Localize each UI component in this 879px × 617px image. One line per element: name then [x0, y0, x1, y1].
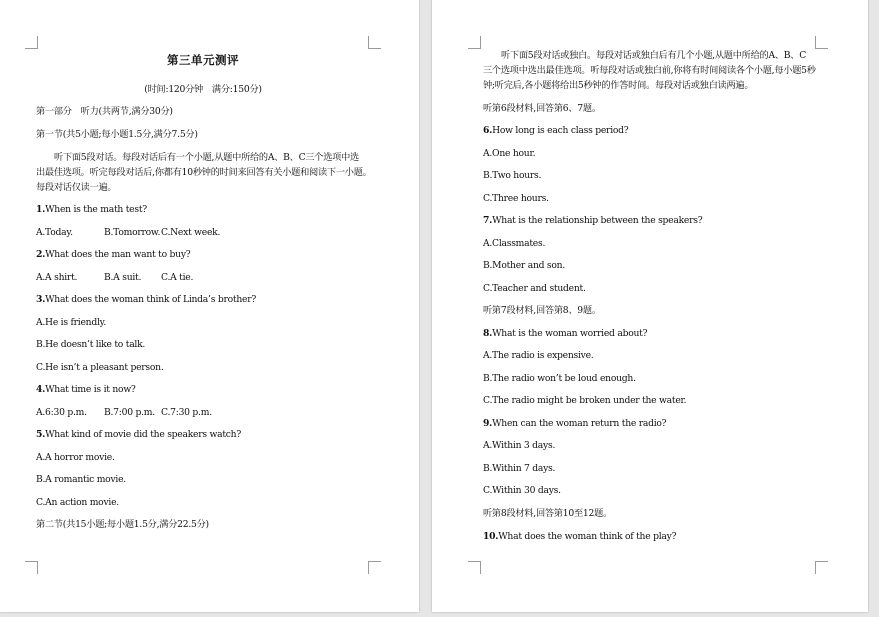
question-number: 8. [483, 328, 493, 339]
option-c: C.Three hours. [483, 193, 549, 204]
question-number: 2. [36, 249, 46, 260]
section-heading: 第一节(共5小题;每小题1.5分,满分7.5分) [36, 129, 198, 140]
option-b: B.Two hours. [483, 170, 542, 181]
question-text: What does the woman think of the play? [498, 531, 677, 542]
option-c: C.Teacher and student. [483, 283, 586, 294]
option-c: C.Next week. [161, 227, 221, 238]
option-c: C.7:30 p.m. [161, 407, 212, 418]
instruction-text: 三个选项中选出最佳选项。听每段对话或独白前,你将有时间阅读各个小题,每小题5秒 [483, 65, 816, 76]
question-text: What kind of movie did the speakers watch? [45, 429, 242, 440]
question-text: How long is each class period? [492, 125, 629, 136]
option-a: A.Classmates. [483, 238, 546, 249]
option-c: C.Within 30 days. [483, 485, 561, 496]
instruction-text: 钟;听完后,各小题将给出5秒钟的作答时间。每段对话或独白读两遍。 [483, 80, 754, 91]
question-9 [483, 418, 666, 430]
margin-corner-mark [815, 561, 828, 574]
question-number: 7. [483, 215, 493, 226]
question-8 [483, 328, 647, 340]
question-10 [483, 531, 676, 543]
listening-material-heading: 听第7段材料,回答第8、9题。 [483, 305, 601, 316]
instruction-text: 听下面5段对话或独白。每段对话或独白后有几个小题,从题中所给的A、B、C [501, 50, 806, 61]
instruction-text: 听下面5段对话。每段对话后有一个小题,从题中所给的A、B、C三个选项中选 [54, 152, 359, 163]
question-text: What does the man want to buy? [45, 249, 191, 260]
exam-time-info: (时间:120分钟 满分:150分) [144, 84, 262, 95]
question-1 [36, 204, 147, 216]
option-a: A.He is friendly. [36, 317, 107, 328]
question-text: What does the woman think of Linda’s brother? [45, 294, 257, 305]
option-b: B.The radio won’t be loud enough. [483, 373, 636, 384]
listening-material-heading: 听第8段材料,回答第10至12题。 [483, 508, 612, 519]
option-a: A.A horror movie. [36, 452, 115, 463]
option-a: A.Today. [36, 227, 73, 238]
option-a: A.A shirt. [36, 272, 78, 283]
document-page-1 [0, 0, 419, 612]
question-4 [36, 384, 136, 396]
instruction-text: 出最佳选项。听完每段对话后,你都有10秒钟的时间来回答有关小题和阅读下一小题。 [36, 167, 372, 178]
option-b: B.A romantic movie. [36, 474, 126, 485]
question-number: 10. [483, 531, 499, 542]
margin-corner-mark [25, 561, 38, 574]
question-number: 4. [36, 384, 46, 395]
option-b: B.Within 7 days. [483, 463, 556, 474]
question-number: 1. [36, 204, 46, 215]
question-number: 5. [36, 429, 46, 440]
option-b: B.7:00 p.m. [104, 407, 155, 418]
option-b: B.Tomorrow. [104, 227, 161, 238]
option-b: B.Mother and son. [483, 260, 565, 271]
question-7 [483, 215, 702, 227]
part-heading: 第一部分 听力(共两节,满分30分) [36, 106, 173, 117]
option-c: C.The radio might be broken under the water. [483, 395, 687, 406]
question-text: When is the math test? [45, 204, 147, 215]
option-c: C.An action movie. [36, 497, 119, 508]
margin-corner-mark [468, 36, 481, 49]
question-text: What is the woman worried about? [492, 328, 648, 339]
section-heading: 第二节(共15小题;每小题1.5分,满分22.5分) [36, 519, 209, 530]
option-a: A.One hour. [483, 148, 536, 159]
option-a: A.6:30 p.m. [36, 407, 87, 418]
question-number: 9. [483, 418, 493, 429]
margin-corner-mark [368, 561, 381, 574]
question-number: 3. [36, 294, 46, 305]
option-b: B.A suit. [104, 272, 142, 283]
question-number: 6. [483, 125, 493, 136]
option-c: C.He isn’t a pleasant person. [36, 362, 164, 373]
question-6 [483, 125, 628, 137]
question-5 [36, 429, 241, 441]
option-c: C.A tie. [161, 272, 194, 283]
instruction-text: 每段对话仅读一遍。 [36, 182, 117, 193]
margin-corner-mark [368, 36, 381, 49]
margin-corner-mark [815, 36, 828, 49]
document-page-2 [432, 0, 868, 612]
question-text: What is the relationship between the speakers? [492, 215, 703, 226]
question-2 [36, 249, 190, 261]
question-text: When can the woman return the radio? [492, 418, 667, 429]
option-b: B.He doesn’t like to talk. [36, 339, 146, 350]
option-a: A.The radio is expensive. [483, 350, 594, 361]
question-text: What time is it now? [45, 384, 136, 395]
margin-corner-mark [25, 36, 38, 49]
page-title: 第三单元测评 [167, 53, 239, 67]
question-3 [36, 294, 256, 306]
margin-corner-mark [468, 561, 481, 574]
listening-material-heading: 听第6段材料,回答第6、7题。 [483, 103, 601, 114]
option-a: A.Within 3 days. [483, 440, 556, 451]
